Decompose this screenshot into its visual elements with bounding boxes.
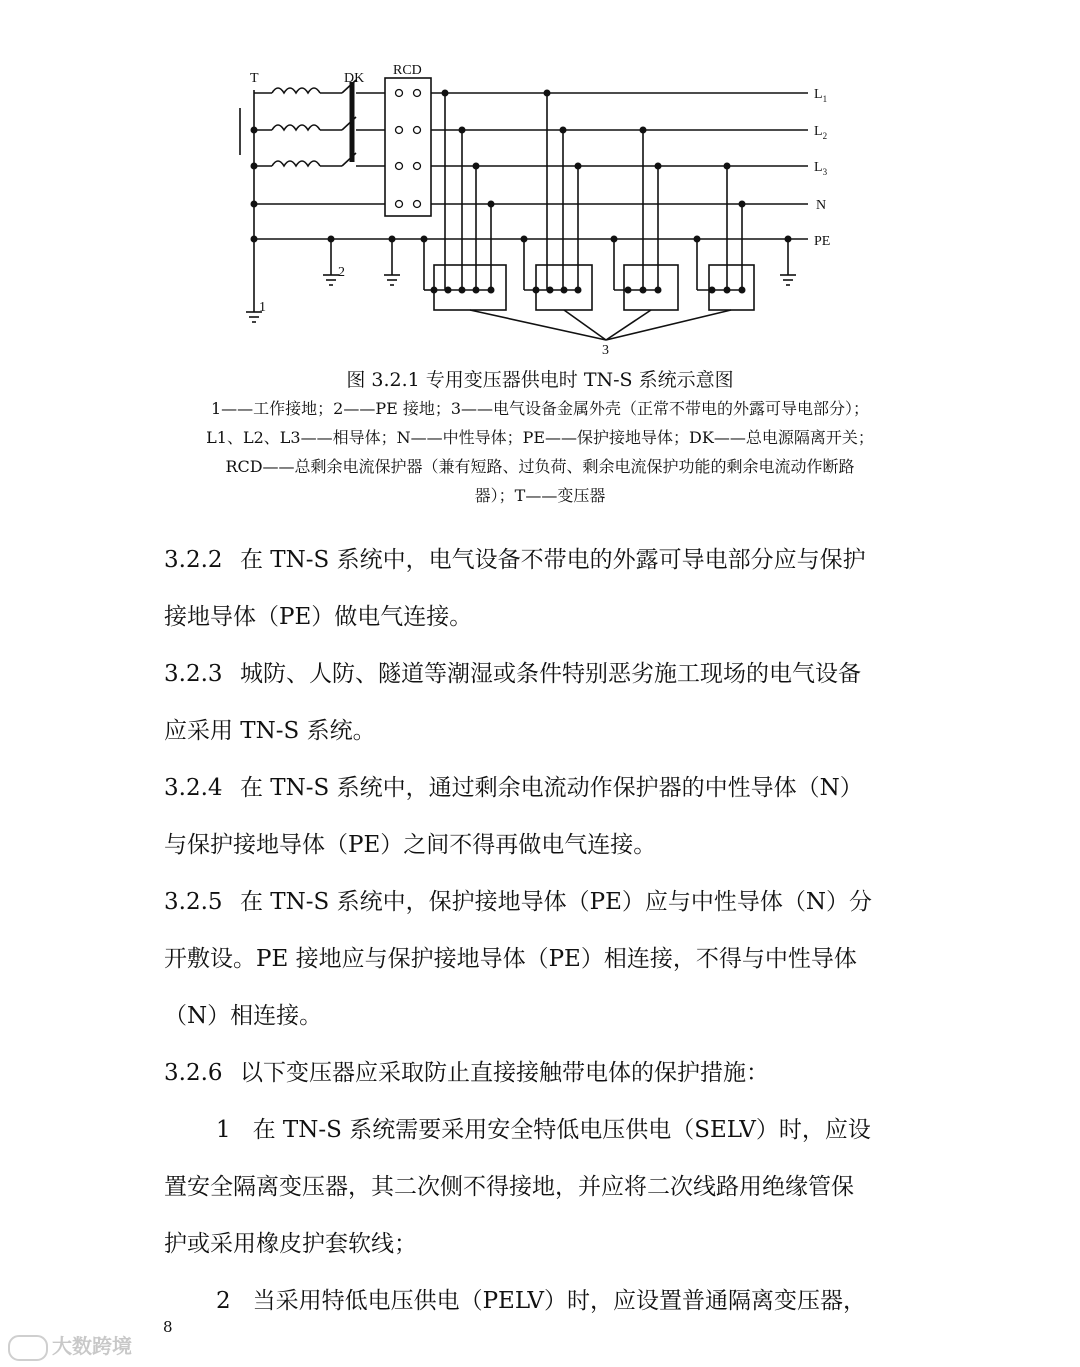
label-neutral: N [816,198,827,213]
clause-line: 与保护接地导体（PE）之间不得再做电气连接。 [164,832,657,858]
label-l2: $L_2$ [814,124,828,141]
label-enclosures: 3 [602,343,609,358]
body-text [164,532,924,1330]
label-transformer: T [250,71,259,86]
winding-1 [272,88,320,93]
clause-line: 开敷设。PE 接地应与保护接地导体（PE）相连接，不得与中性导体 [164,946,857,972]
clause-number: 3.2.6 [164,1060,223,1086]
clause-3-2-3: 3.2.3 城防、人防、隧道等潮湿或条件特别恶劣施工现场的电气设备 [164,646,924,703]
figure-legend [160,394,920,510]
clause-number: 3.2.4 [164,775,223,801]
item-1: 1 在 TN-S 系统需要采用安全特低电压供电（SELV）时，应设 [216,1117,871,1143]
item-number: 1 [216,1117,231,1143]
label-rcd: RCD [393,63,422,78]
clause-number: 3.2.3 [164,661,223,687]
winding-2 [272,125,320,130]
item-number: 2 [216,1288,231,1314]
clause-number: 3.2.2 [164,547,223,573]
legend-line: RCD——总剩余电流保护器（兼有短路、过负荷、剩余电流保护功能的剩余电流动作断路 [225,457,855,476]
enclosure-4 [709,265,754,310]
label-pe: PE [814,234,831,249]
winding-3 [272,161,320,166]
clause-3-2-2: 3.2.2 在 TN-S 系统中，电气设备不带电的外露可导电部分应与保护 [164,532,924,589]
clause-3-2-6: 3.2.6 以下变压器应采取防止直接接触带电体的保护措施： [164,1045,924,1102]
clause-line: （N）相连接。 [164,1003,323,1029]
enclosure-3 [624,265,678,310]
watermark-logo-icon [8,1335,48,1361]
label-l3: $L_3$ [814,160,828,177]
clause-3-2-4: 3.2.4 在 TN-S 系统中，通过剩余电流动作保护器的中性导体（N） [164,760,924,817]
legend-line: L1、L2、L3——相导体；N——中性导体；PE——保护接地导体；DK——总电源隔离开关； [206,428,874,447]
item-line: 置安全隔离变压器，其二次侧不得接地，并应将二次线路用绝缘管保 [164,1174,854,1200]
tn-s-system-diagram [0,0,1080,365]
rcd-terminals [396,90,421,208]
clause-number: 3.2.5 [164,889,223,915]
label-dk: DK [344,71,365,86]
figure-caption: 图 3.2.1 专用变压器供电时 TN-S 系统示意图 [346,369,734,391]
clause-3-2-5: 3.2.5 在 TN-S 系统中，保护接地导体（PE）应与中性导体（N）分 [164,874,924,931]
clause-line: 应采用 TN-S 系统。 [164,718,376,744]
item-line: 护或采用橡皮护套软线； [164,1231,417,1257]
legend-line: 器）；T——变压器 [474,486,606,505]
label-pe-ground: 2 [338,265,345,280]
item-2: 2 当采用特低电压供电（PELV）时，应设置普通隔离变压器， [216,1288,866,1314]
clause-line: 接地导体（PE）做电气连接。 [164,604,473,630]
watermark: 大数跨境 [8,1330,132,1361]
label-l1: $L_1$ [814,87,828,104]
rcd-box [385,78,431,216]
legend-line: 1——工作接地；2——PE 接地；3——电气设备金属外壳（正常不带电的外露可导电部分）； [210,399,870,418]
label-work-ground: 1 [259,300,266,315]
page-number: 8 [163,1318,173,1336]
